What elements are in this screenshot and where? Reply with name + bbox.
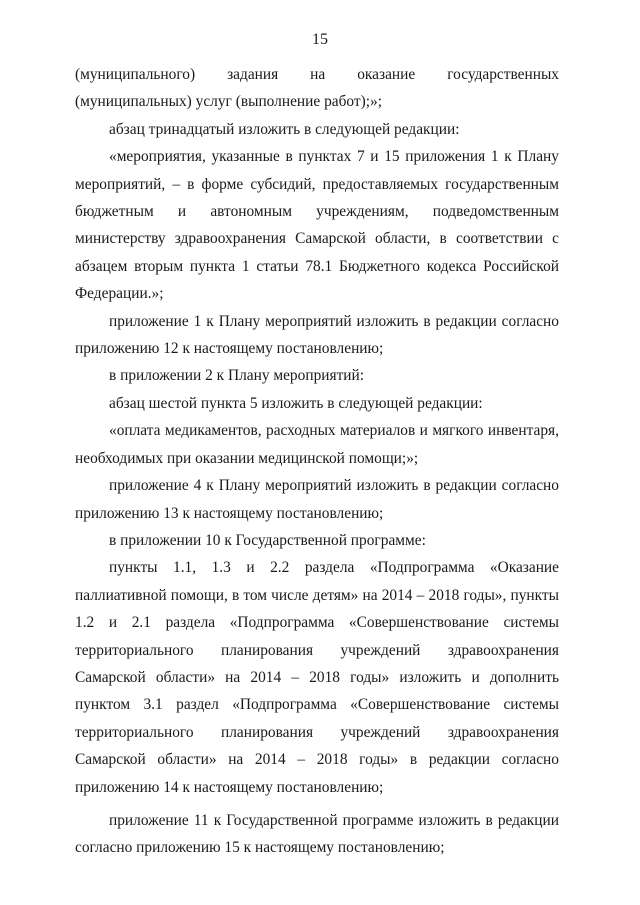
paragraph-9: в приложении 10 к Государственной программе: [109, 531, 426, 549]
paragraph-4: приложение 1 к Плану мероприятий изложить в редакции согласно приложению 12 к настоящему постановлению; [75, 312, 559, 358]
paragraph-6: абзац шестой пункта 5 изложить в следующей редакции: [109, 394, 483, 412]
page-number: 15 [312, 31, 328, 48]
paragraph-2: абзац тринадцатый изложить в следующей редакции: [109, 120, 460, 138]
document-body [75, 61, 559, 862]
paragraph-8: приложение 4 к Плану мероприятий изложить в редакции согласно приложению 13 к настоящему постановлению; [75, 477, 559, 522]
paragraph-3: «мероприятия, указанные в пунктах 7 и 15 приложения 1 к Плану мероприятий, – в форме субсидий, предоставляемых государственным бюджетным и автономным учреждениям, подведомственным министерству здравоохранения Самарской области, в соответствии с абзацем вторым пункта 1 статьи 78.1 Бюджетного кодекса Российской Федерации.»; [75, 148, 559, 303]
paragraph-1: (муниципального) задания на оказание государственных (муниципальных) услуг (выполнение работ);»; [75, 66, 559, 111]
paragraph-5: в приложении 2 к Плану мероприятий: [109, 367, 365, 385]
paragraph-7: «оплата медикаментов, расходных материалов и мягкого инвентаря, необходимых при оказании медицинской помощи;»; [75, 422, 559, 467]
paragraph-10: пункты 1.1, 1.3 и 2.2 раздела «Подпрограмма «Оказание паллиативной помощи, в том числе детям» на 2014 – 2018 годы», пункты 1.2 и 2.1 раздела «Подпрограмма «Совершенствование системы территориального планирования учреждений здравоохранения Самарской области» на 2014 – 2018 годы» изложить и дополнить пунктом 3.1 раздел «Подпрограмма «Совершенствование системы территориального планирования учреждений здравоохранения Самарской области» на 2014 – 2018 годы» в редакции согласно приложению 14 к настоящему постановлению; [75, 559, 559, 796]
paragraph-11: приложение 11 к Государственной программе изложить в редакции согласно приложению 15 к настоящему постановлению; [75, 811, 559, 857]
